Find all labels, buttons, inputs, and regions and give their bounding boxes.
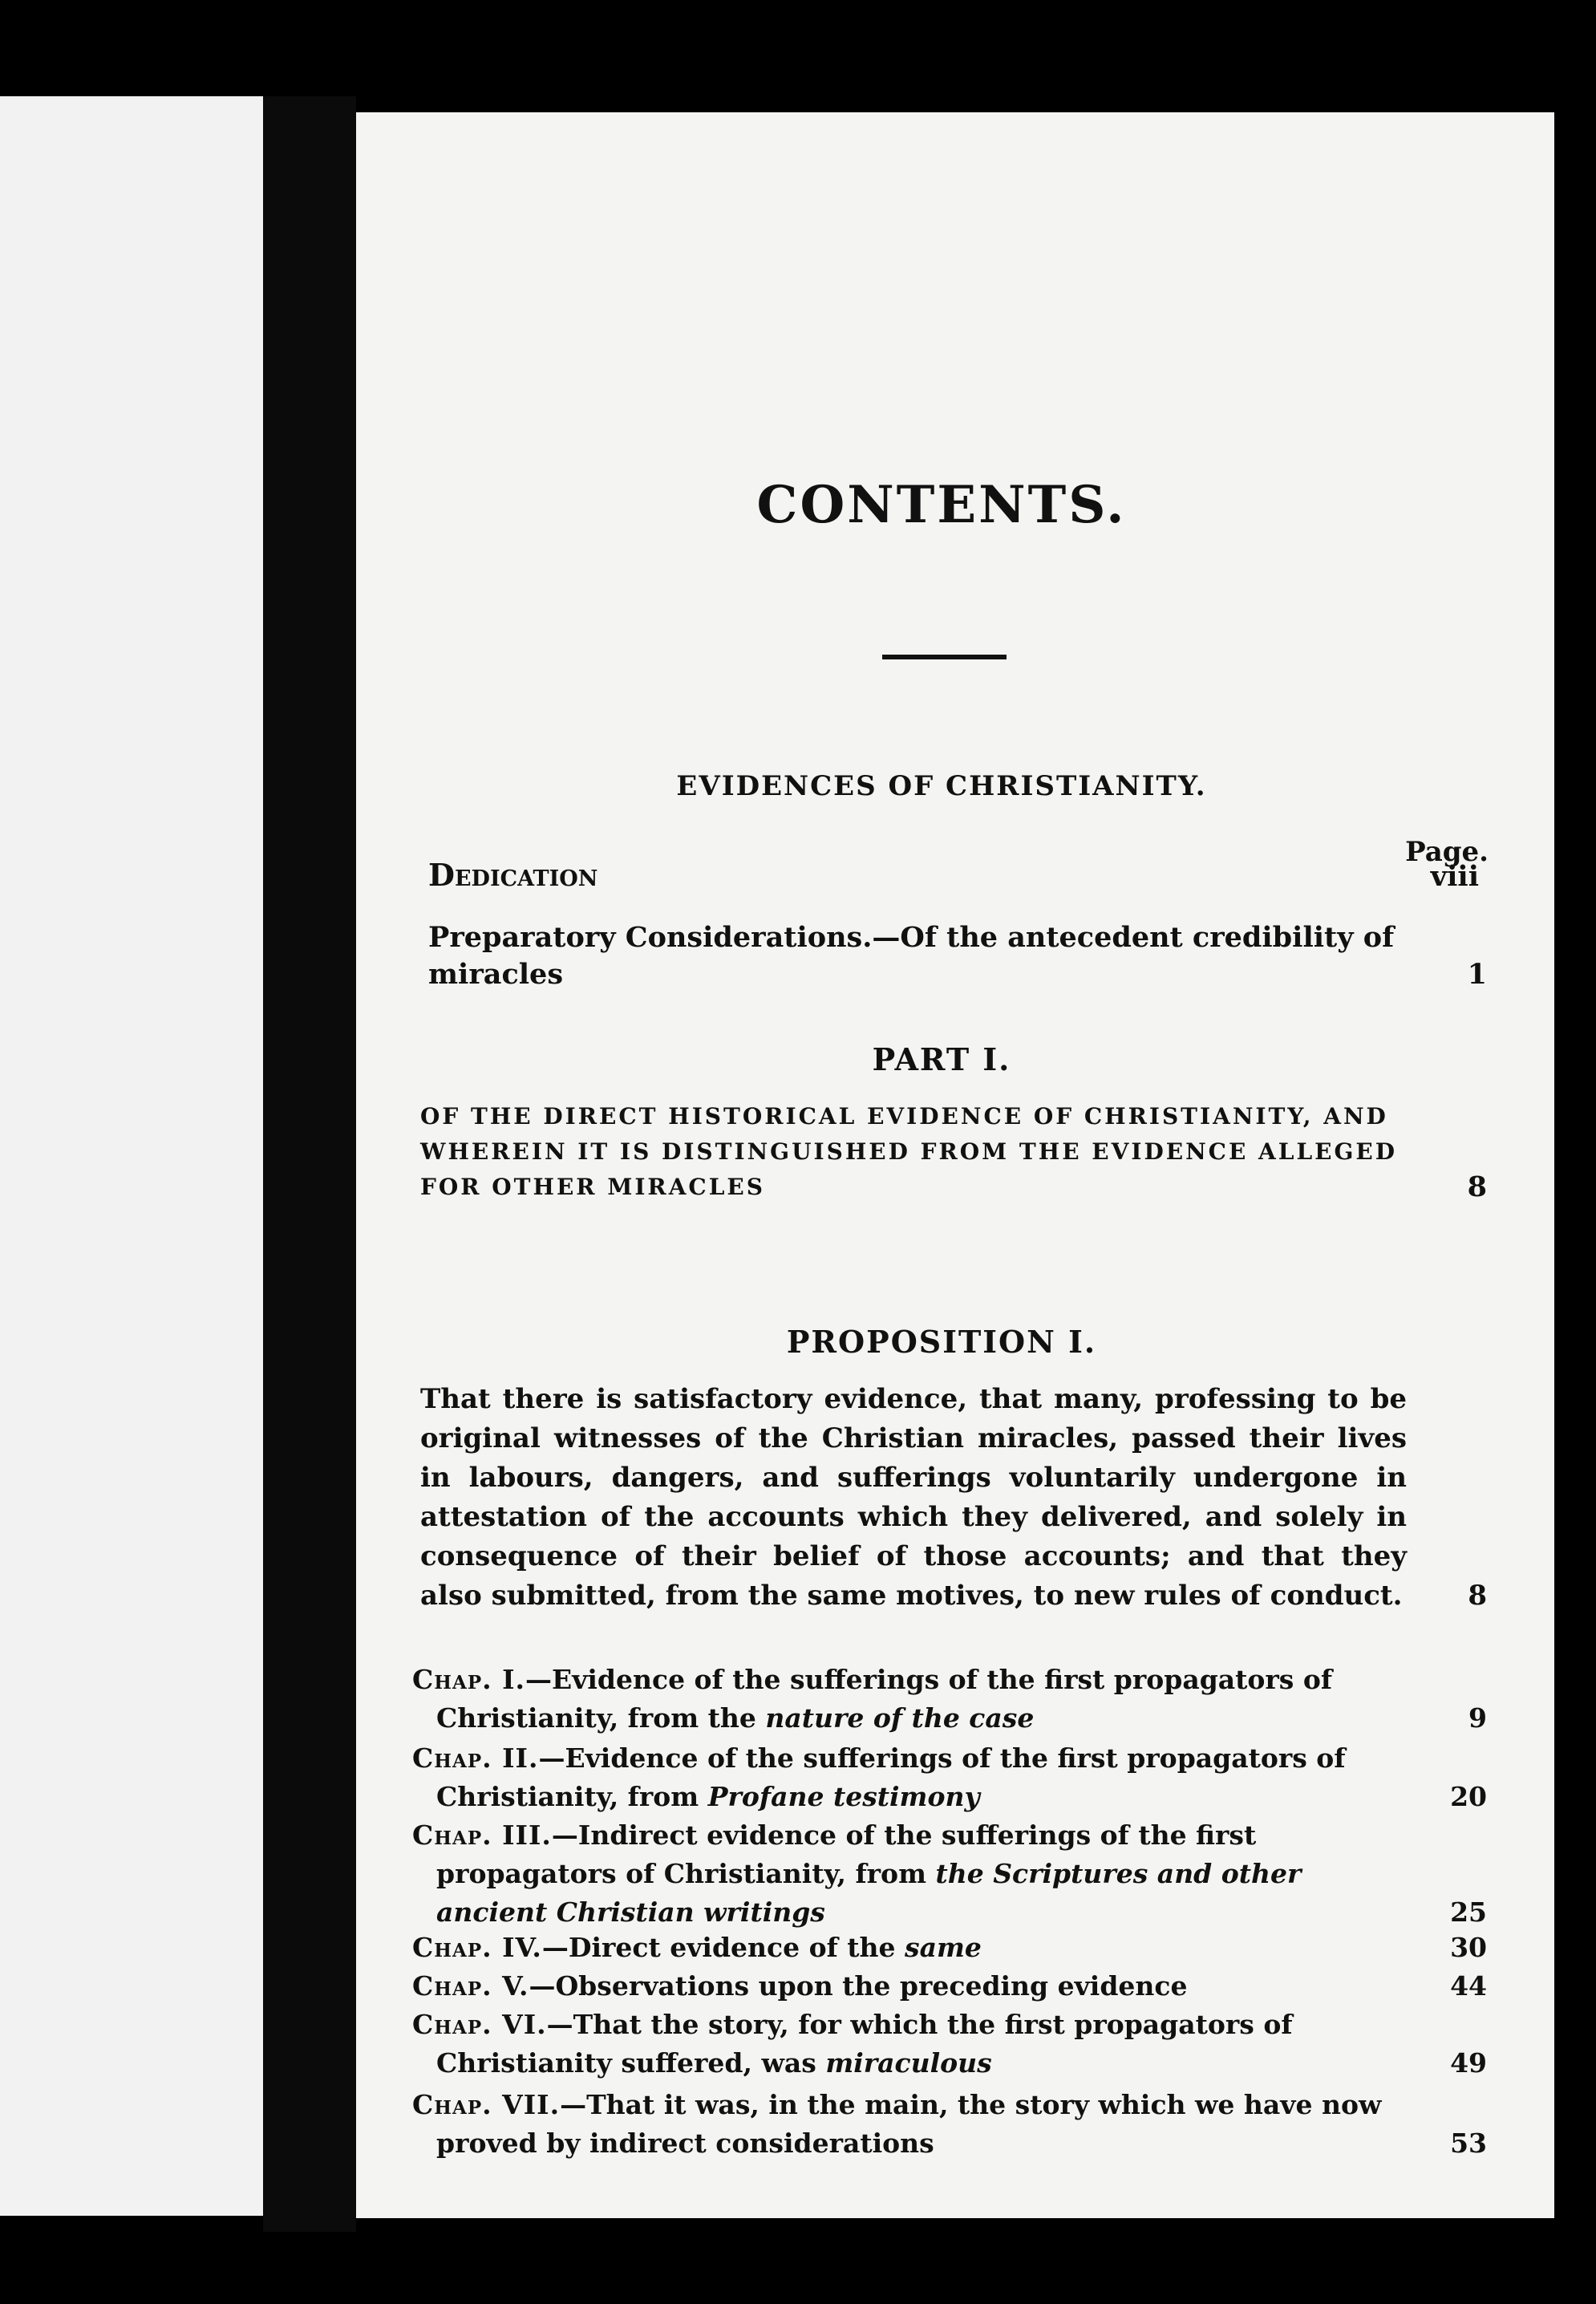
chapter-page: 44: [1450, 1970, 1487, 2002]
chapter-page: 9: [1468, 1702, 1487, 1734]
toc-entry-dedication: [428, 857, 1479, 895]
chapter-page: 25: [1450, 1896, 1487, 1928]
chapter-label: Chap. V.: [412, 1970, 529, 2002]
contents-page: [356, 112, 1554, 2218]
proposition-title: PROPOSITION I.: [786, 1324, 1097, 1360]
toc-entry-label: Dedication: [428, 857, 598, 893]
chapter-italic: the Scriptures and other ancient Christian writings: [436, 1858, 1302, 1928]
chapter-italic: nature of the case: [765, 1702, 1035, 1734]
part-description-text: OF THE DIRECT HISTORICAL EVIDENCE OF CHRISTIANITY, AND WHEREIN IT IS DISTINGUISHED FROM THE EVIDENCE ALLEGED FOR OTHER MIRACLES: [420, 1103, 1398, 1200]
page-column-header: Page.: [1405, 836, 1489, 868]
toc-entry-page: 1: [1467, 958, 1487, 991]
chapter-text: —That the story, for which the first propagators of Christianity suffered, was: [436, 2009, 1293, 2079]
chapter-entry: [412, 1661, 1487, 1738]
facing-page: [0, 96, 265, 2216]
chapter-italic: Profane testimony: [707, 1781, 980, 1812]
chapter-entry: [412, 1929, 1487, 1967]
chapter-page: 30: [1450, 1932, 1487, 1963]
part-description: [420, 1099, 1487, 1205]
toc-entry-page: viii: [1430, 860, 1479, 893]
proposition-page: 8: [1468, 1580, 1487, 1612]
part-page: 8: [1467, 1170, 1487, 1203]
chapter-page: 53: [1450, 2128, 1487, 2159]
toc-entry-label: Preparatory Considerations.—Of the antecedent credibility of miracles: [428, 921, 1395, 991]
chapter-label: Chap. I.: [412, 1664, 526, 1695]
chapter-text: —Indirect evidence of the sufferings of the first propagators of Christianity, from: [436, 1819, 1257, 1889]
chapter-italic: miraculous: [825, 2047, 992, 2079]
chapter-entry: [412, 1967, 1487, 2006]
chapter-text: —That it was, in the main, the story which we have now proved by indirect considerations: [436, 2089, 1382, 2159]
chapter-entry: [412, 1816, 1487, 1932]
title-rule: [882, 655, 1007, 659]
chapter-label: Chap. IV.: [412, 1932, 542, 1963]
page-title: CONTENTS.: [756, 475, 1127, 535]
chapter-text: —Evidence of the sufferings of the first propagators of Christianity, from the: [436, 1664, 1333, 1734]
chapter-page: 49: [1450, 2047, 1487, 2079]
part-title: PART I.: [872, 1041, 1011, 1077]
chapter-italic: same: [905, 1932, 982, 1963]
chapter-entry: [412, 2006, 1487, 2083]
chapter-label: Chap. II.: [412, 1742, 539, 1774]
chapter-entry: [412, 2086, 1487, 2163]
chapter-entry: [412, 1739, 1487, 1816]
chapter-label: Chap. III.: [412, 1819, 552, 1851]
chapter-text: —Evidence of the sufferings of the first propagators of Christianity, from: [436, 1742, 1346, 1812]
chapter-text: —Observations upon the preceding evidence: [529, 1970, 1188, 2002]
chapter-page: 20: [1450, 1781, 1487, 1812]
proposition-text: [420, 1380, 1487, 1616]
section-heading: EVIDENCES OF CHRISTIANITY.: [676, 770, 1207, 802]
proposition-body: That there is satisfactory evidence, that many, professing to be original witnesses of the Christian miracles, passed their lives in labours, dangers, and sufferings voluntarily undergone in attestation of the accounts which they delivered, and solely in consequence of their belief of those accounts; and that they also submitted, from the same motives, to new rules of conduct.: [420, 1383, 1407, 1612]
book-gutter: [263, 96, 356, 2232]
chapter-text: —Direct evidence of the: [541, 1932, 905, 1963]
chapter-label: Chap. VII.: [412, 2089, 561, 2120]
chapter-label: Chap. VI.: [412, 2009, 547, 2040]
toc-entry-preparatory: [428, 919, 1487, 993]
